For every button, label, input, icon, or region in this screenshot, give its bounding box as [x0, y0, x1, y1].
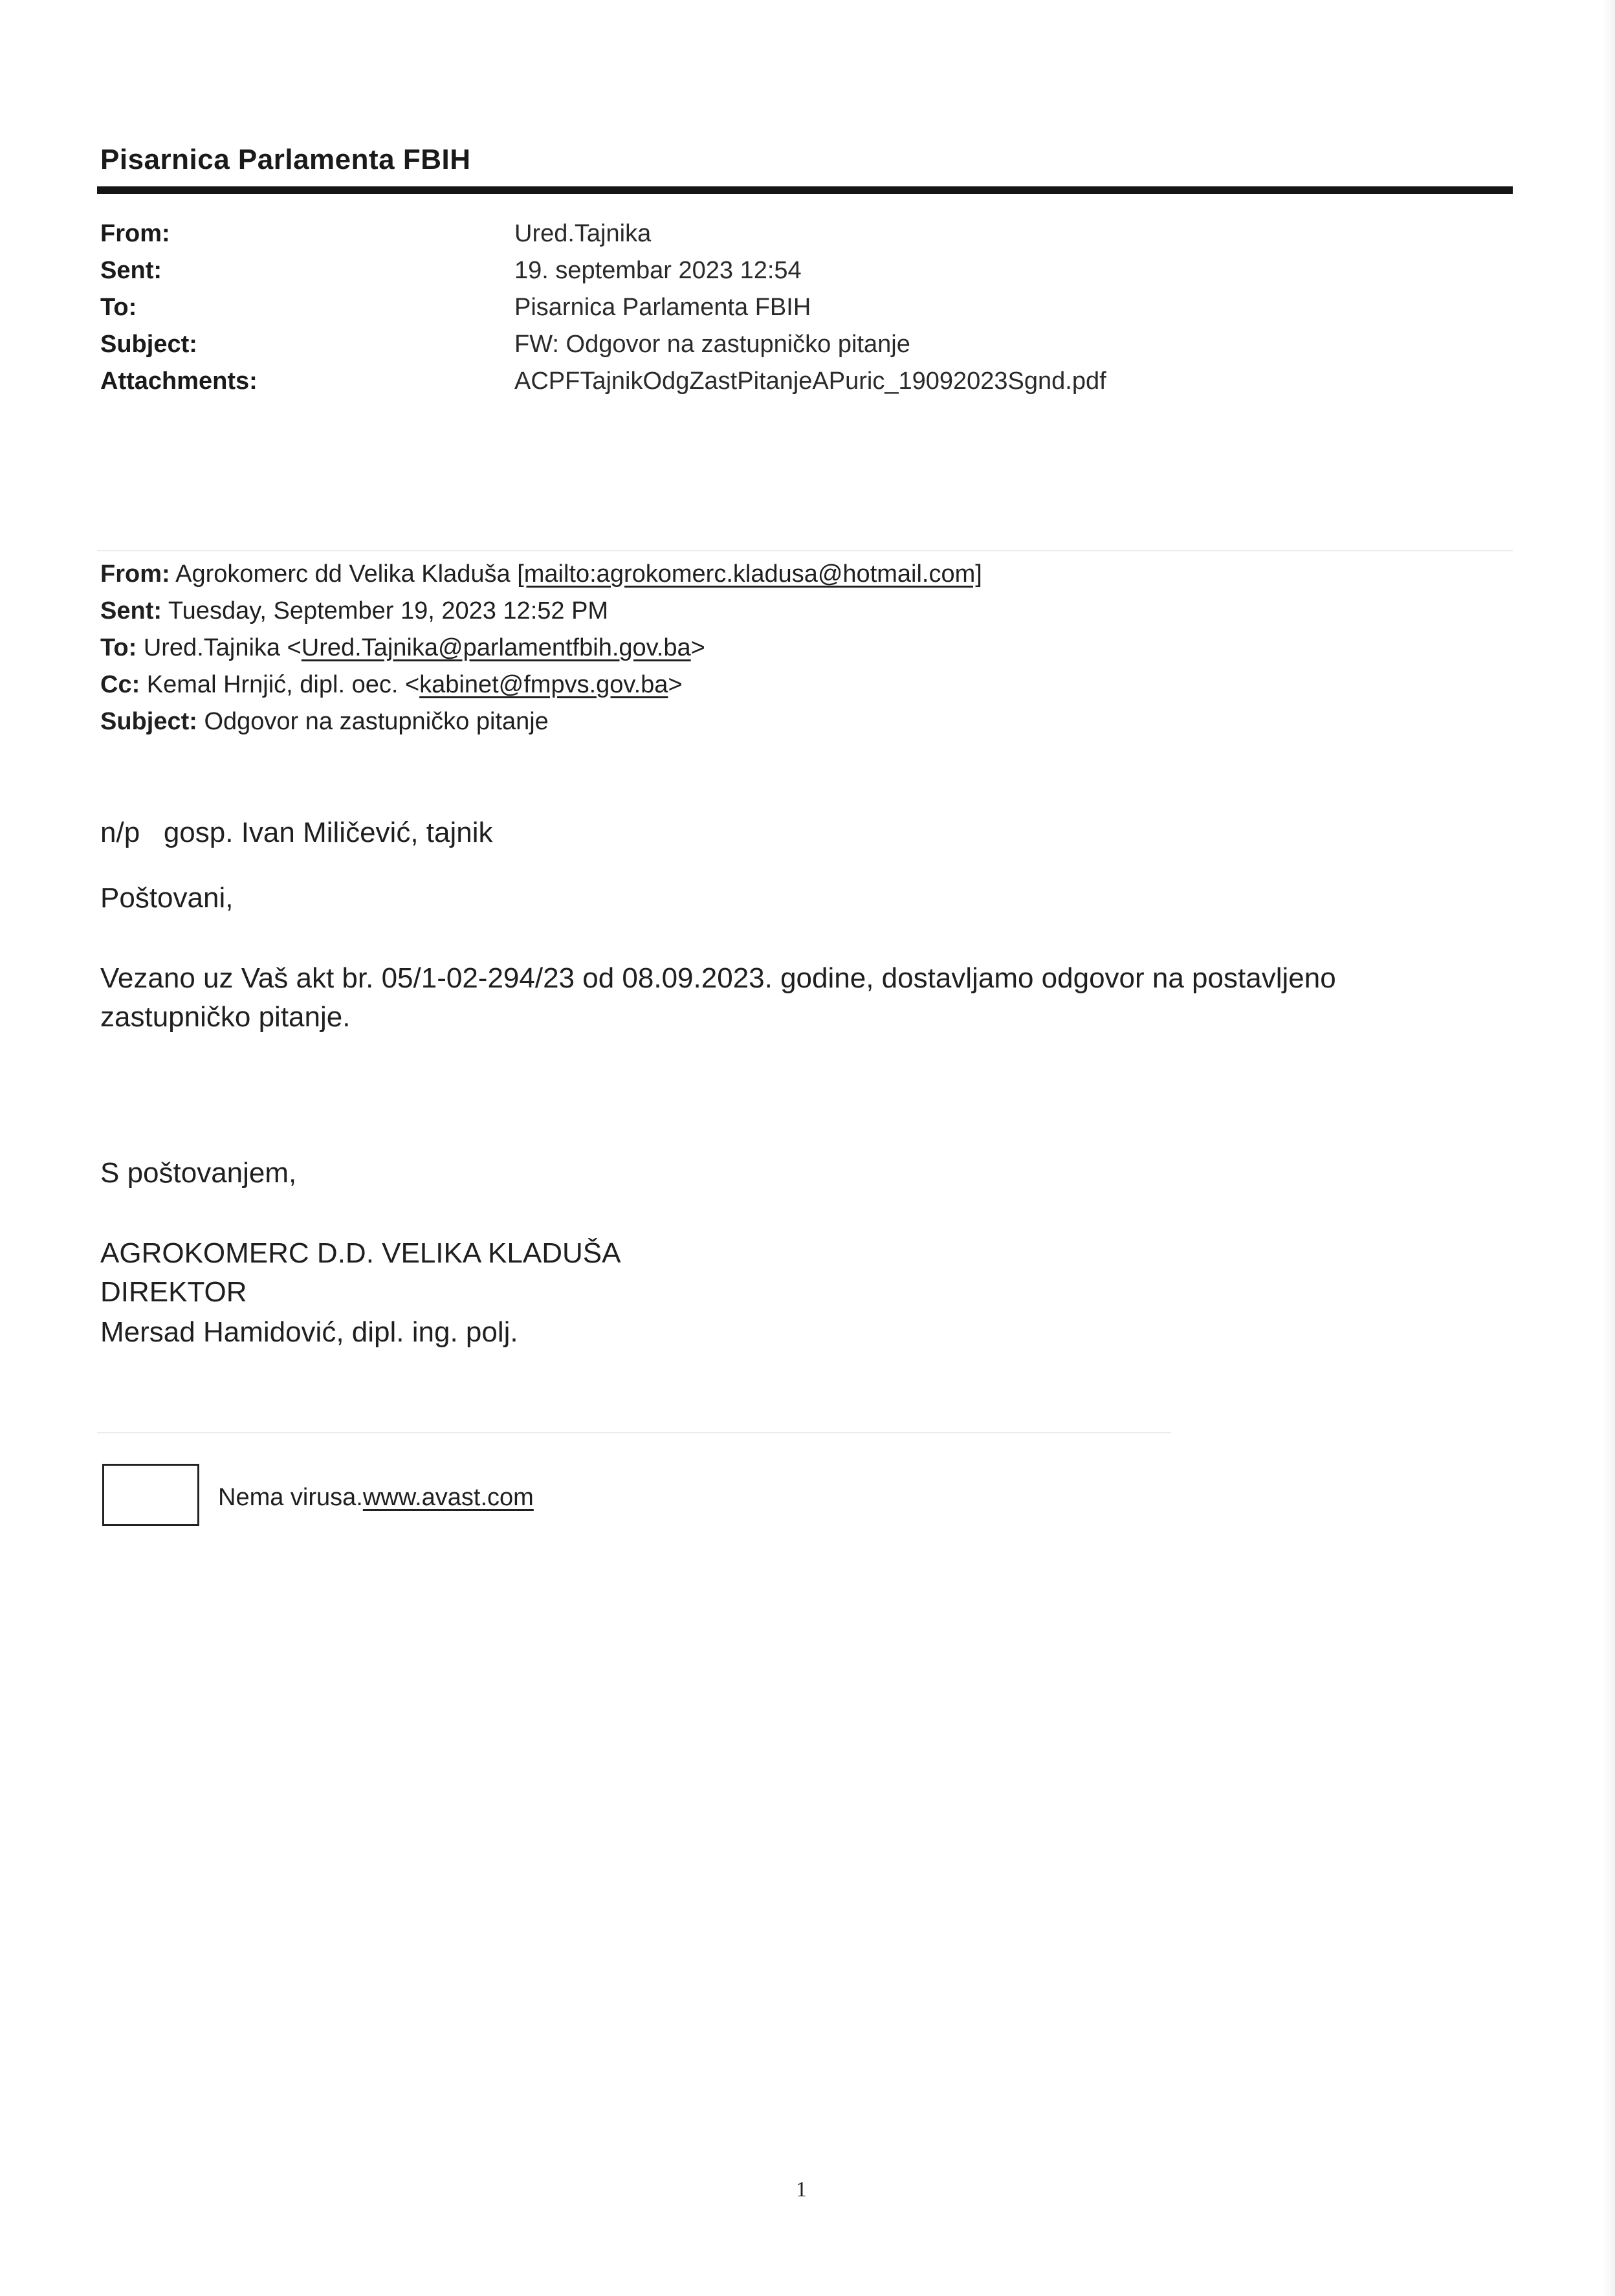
avast-logo-placeholder[interactable] [102, 1464, 199, 1526]
title-rule [97, 186, 1513, 194]
forwarded-separator [97, 550, 1513, 551]
signature-company: AGROKOMERC D.D. VELIKA KLADUŠA [100, 1237, 621, 1269]
attachment-file[interactable]: ACPFTajnikOdgZastPitanjeAPuric_19092023Sgnd.pdf [514, 368, 1106, 395]
forwarded-to [100, 634, 982, 671]
subject-label: Subject: [100, 331, 197, 358]
forwarded-cc-label: Cc: [100, 671, 140, 698]
forwarded-subject-label: Subject: [100, 708, 197, 735]
to-value: Pisarnica Parlamenta FBIH [514, 294, 811, 321]
attention-line [100, 817, 492, 849]
closing: S poštovanjem, [100, 1157, 297, 1189]
to-label: To: [100, 294, 137, 321]
forwarded-cc [100, 671, 982, 708]
page-edge [1603, 0, 1615, 2296]
forwarded-sent-value: Tuesday, September 19, 2023 12:52 PM [168, 597, 609, 624]
forwarded-sent-label: Sent: [100, 597, 162, 624]
forwarded-header [100, 560, 982, 745]
body-paragraph-line-1: Vezano uz Vaš akt br. 05/1-02-294/23 od 08.09.2023. godine, dostavljamo odgovor na postavljeno [100, 962, 1336, 994]
avast-link[interactable]: www.avast.com [362, 1484, 534, 1511]
signature-separator [97, 1432, 1171, 1433]
attention-text: n/p gosp. Ivan Miličević, tajnik [100, 817, 493, 848]
forwarded-sent [100, 597, 982, 634]
forwarded-to-close: > [690, 634, 705, 661]
forwarded-cc-email-link[interactable]: kabinet@fmpvs.gov.ba [419, 671, 668, 698]
avast-notice [218, 1484, 534, 1512]
forwarded-cc-close: > [668, 671, 683, 698]
forwarded-from-mailto-link[interactable]: [mailto:agrokomerc.kladusa@hotmail.com] [517, 560, 982, 588]
signature-name: Mersad Hamidović, dipl. ing. polj. [100, 1316, 518, 1348]
forwarded-from-name: Agrokomerc dd Velika Kladuša [175, 560, 511, 588]
forwarded-cc-name: Kemal Hrnjić, dipl. oec. < [146, 671, 420, 698]
sent-label: Sent: [100, 257, 162, 284]
greeting: Poštovani, [100, 882, 234, 914]
forwarded-to-email-link[interactable]: Ured.Tajnika@parlamentfbih.gov.ba [301, 634, 691, 661]
from-value: Ured.Tajnika [514, 220, 652, 247]
forwarded-subject-value: Odgovor na zastupničko pitanje [204, 708, 549, 735]
sent-value: 19. septembar 2023 12:54 [514, 257, 802, 284]
subject-value: FW: Odgovor na zastupničko pitanje [514, 331, 910, 358]
signature-role: DIREKTOR [100, 1276, 247, 1308]
forwarded-from [100, 560, 982, 597]
forwarded-to-label: To: [100, 634, 137, 661]
avast-notice-text: Nema virusa. [218, 1484, 363, 1511]
attachments-label: Attachments: [100, 368, 258, 395]
forwarded-from-label: From: [100, 560, 170, 588]
forwarded-to-name: Ured.Tajnika < [143, 634, 302, 661]
page-number: 1 [796, 2178, 807, 2202]
from-label: From: [100, 220, 170, 247]
mailbox-title: Pisarnica Parlamenta FBIH [100, 144, 471, 175]
forwarded-subject [100, 708, 982, 745]
body-paragraph-line-2: zastupničko pitanje. [100, 1001, 351, 1033]
